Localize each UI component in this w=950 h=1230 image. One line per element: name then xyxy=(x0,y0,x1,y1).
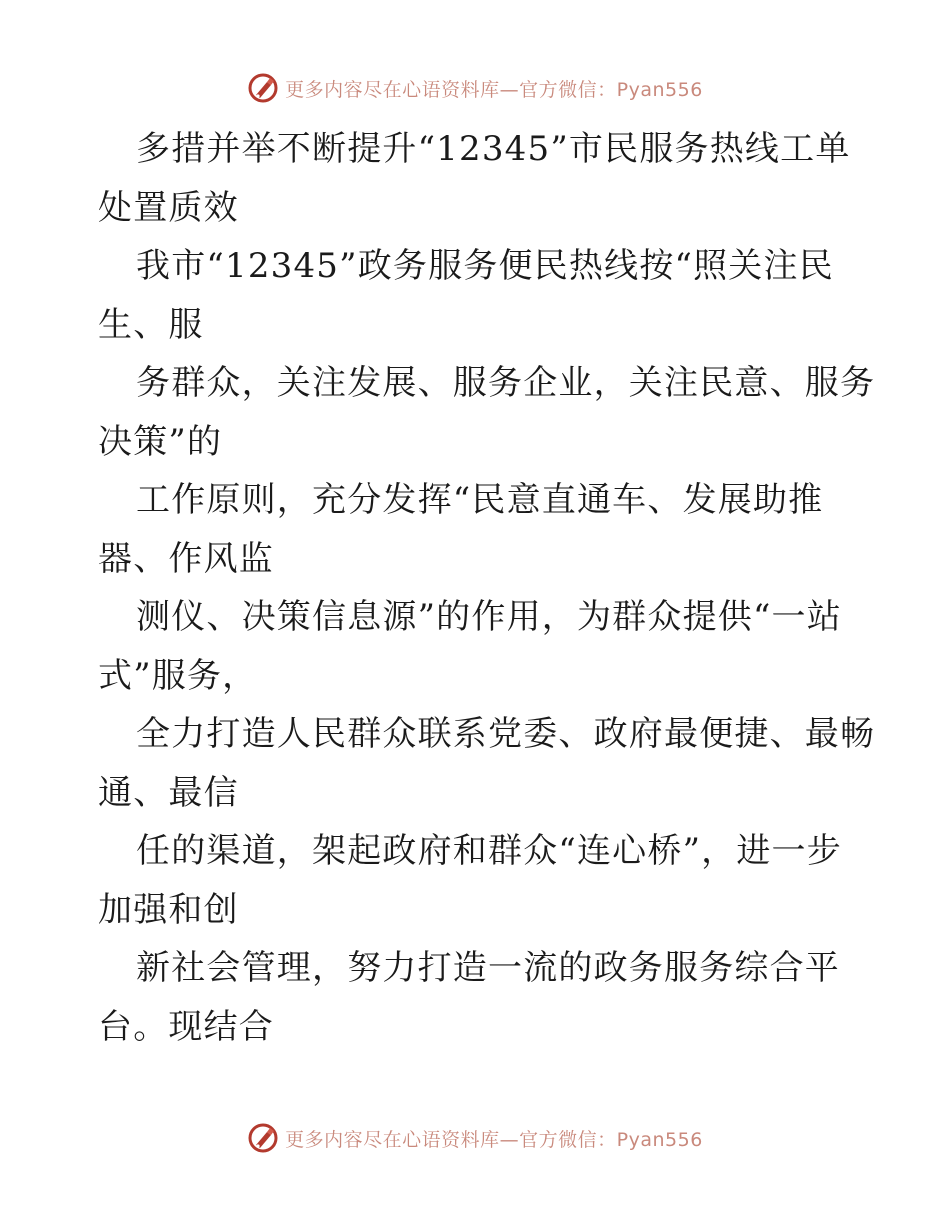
text-line: 新社会管理，努力打造一流的政务服务综合平 xyxy=(136,948,840,988)
text-line: 台。现结合 xyxy=(98,1006,274,1047)
text-line: 任的渠道，架起政府和群众“连心桥”，进一步 xyxy=(136,831,842,871)
text-line: 务群众，关注发展、服务企业，关注民意、服务 xyxy=(136,363,876,403)
document-body xyxy=(98,120,876,1056)
header-watermark xyxy=(0,72,950,104)
text-line: 我市“12345”政务服务便民热线按“照关注民 xyxy=(136,246,834,286)
text-line: 加强和创 xyxy=(98,889,239,930)
text-line: 通、最信 xyxy=(98,772,239,813)
text-line: 决策”的 xyxy=(98,421,223,462)
text-line: 处置质效 xyxy=(98,187,239,228)
footer-watermark-inner xyxy=(247,1122,703,1154)
footer-watermark xyxy=(0,1122,950,1154)
header-watermark-text: 更多内容尽在心语资料库—官方微信：Pyan556 xyxy=(285,78,703,101)
pen-logo-icon xyxy=(247,1122,279,1154)
text-line: 器、作风监 xyxy=(98,538,274,579)
text-line: 测仪、决策信息源”的作用，为群众提供“一站 xyxy=(136,597,842,637)
pen-logo-icon xyxy=(247,72,279,104)
text-line: 全力打造人民群众联系党委、政府最便捷、最畅 xyxy=(136,714,876,754)
footer-watermark-text: 更多内容尽在心语资料库—官方微信：Pyan556 xyxy=(285,1128,703,1151)
text-line: 多措并举不断提升“12345”市民服务热线工单 xyxy=(136,129,851,169)
text-line: 工作原则，充分发挥“民意直通车、发展助推 xyxy=(136,480,824,520)
header-watermark-inner xyxy=(247,72,703,104)
text-line: 生、服 xyxy=(98,304,204,345)
text-line: 式”服务， xyxy=(98,655,258,696)
